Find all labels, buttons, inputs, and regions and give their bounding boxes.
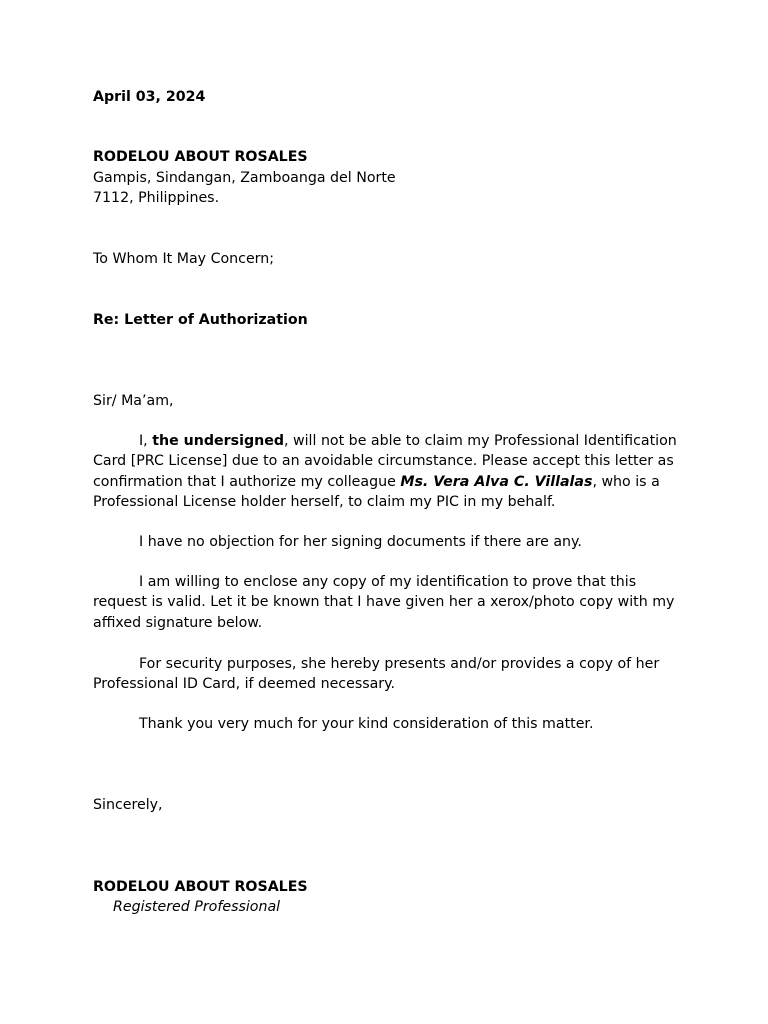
signature-title: Registered Professional [113, 899, 281, 915]
letter-date: April 03, 2024 [93, 89, 206, 105]
body-paragraph-4: For security purposes, she hereby presents and/or provides a copy of her Professional ID Card, if deemed necessary. [93, 656, 660, 693]
subject-line: Re: Letter of Authorization [93, 312, 308, 328]
greeting: Sir/ Ma’am, [93, 393, 174, 409]
p1-colleague-name: Ms. Vera Alva C. Villalas [400, 473, 593, 490]
general-salutation: To Whom It May Concern; [93, 251, 275, 267]
p1-post: , who is a Professional License holder herself, to claim my PIC in my behalf. [93, 473, 660, 511]
closing: Sincerely, [93, 797, 163, 813]
body-paragraph-1 [93, 431, 683, 513]
body-paragraph-3: I am willing to enclose any copy of my identification to prove that this request is valid. Let it be known that I have given her a xerox/photo copy with my affixed signature below. [93, 574, 675, 631]
body-paragraph-2: I have no objection for her signing documents if there are any. [139, 534, 582, 550]
p1-pre: I, [139, 433, 153, 449]
body-paragraph-5: Thank you very much for your kind consideration of this matter. [139, 716, 594, 732]
signature-name: RODELOU ABOUT ROSALES [93, 879, 308, 895]
p1-undersigned: the undersigned [152, 433, 284, 449]
sender-name: RODELOU ABOUT ROSALES [93, 149, 308, 165]
sender-address-line2: 7112, Philippines. [93, 190, 220, 206]
sender-address-line1: Gampis, Sindangan, Zamboanga del Norte [93, 170, 396, 186]
p1-mid: , will not be able to claim my Professional Identification Card [PRC License] due to an avoidable circumstance. Please accept this letter as confirmation that I authorize my colleague [93, 433, 677, 490]
